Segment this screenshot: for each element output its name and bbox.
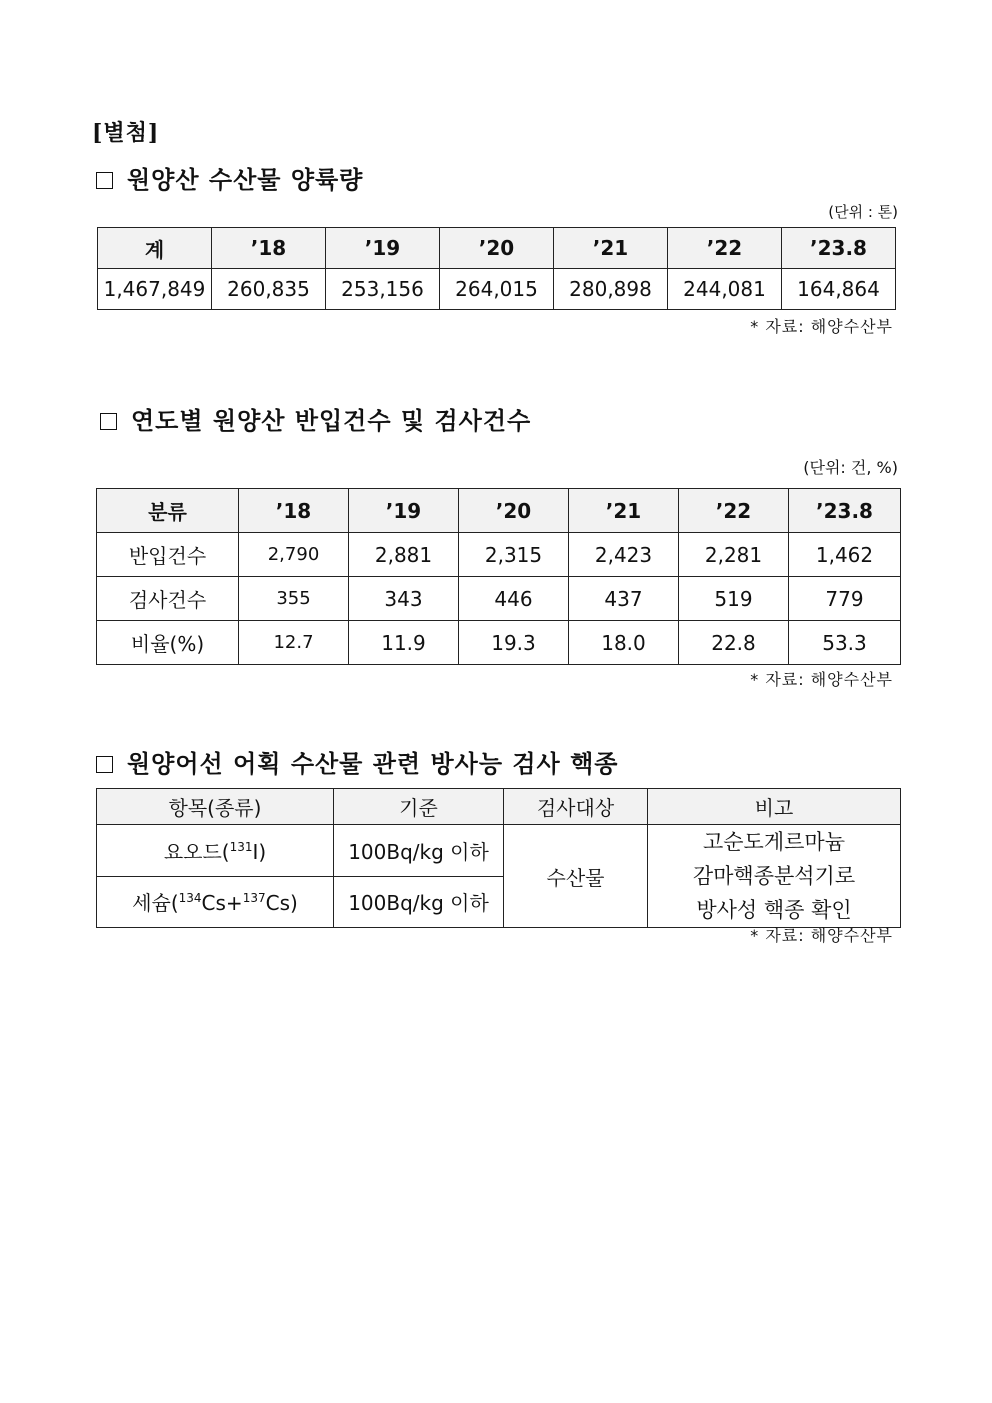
section2-unit: (단위: 건, %): [803, 458, 898, 477]
table-cell: 437: [569, 577, 679, 621]
row-label: 비율(%): [97, 621, 239, 665]
item-cesium: [97, 876, 334, 928]
header-cell: ’22: [668, 228, 782, 269]
attachment-label: [별첨]: [92, 120, 160, 146]
table-cell: 18.0: [569, 621, 679, 665]
table-cell: 2,790: [239, 533, 349, 577]
section1-heading: [96, 160, 363, 195]
mass-number: 137: [242, 891, 266, 906]
remark-line: 고순도게르마늄: [702, 830, 845, 854]
remark-cell: [648, 825, 901, 928]
header-cell: ’20: [440, 228, 554, 269]
table-cell: 53.3: [789, 621, 901, 665]
table-cell: 2,281: [679, 533, 789, 577]
header-cell: 기준: [334, 789, 504, 825]
table-cell: 446: [459, 577, 569, 621]
table-cell: 260,835: [212, 269, 326, 310]
table-cell: 22.8: [679, 621, 789, 665]
header-cell: ’18: [239, 489, 349, 533]
checkbox-square-icon: [100, 413, 117, 430]
item-prefix: 세슘(: [132, 891, 179, 916]
table-cell: 1,467,849: [98, 269, 212, 310]
header-cell: ’19: [326, 228, 440, 269]
mass-number: 134: [178, 891, 202, 906]
table-cell: 355: [239, 577, 349, 621]
row-label: 검사건수: [97, 577, 239, 621]
table-cell: 1,462: [789, 533, 901, 577]
item-iodine: [97, 825, 334, 877]
header-cell: ’19: [349, 489, 459, 533]
table-cell: 19.3: [459, 621, 569, 665]
item-suffix: Cs): [265, 891, 298, 916]
checkbox-square-icon: [96, 756, 113, 773]
table-cell: 12.7: [239, 621, 349, 665]
target-cell: 수산물: [504, 825, 648, 928]
table-cell: 280,898: [554, 269, 668, 310]
row-label: 반입건수: [97, 533, 239, 577]
table-cell: 2,315: [459, 533, 569, 577]
import-inspection-table: [96, 488, 901, 665]
section2-heading: [100, 401, 531, 436]
table-header-row: [98, 228, 896, 269]
table-cell: 244,081: [668, 269, 782, 310]
table-row: [97, 825, 901, 877]
header-cell: ’23.8: [789, 489, 901, 533]
item-suffix: I): [252, 839, 267, 864]
header-cell: 비고: [648, 789, 901, 825]
header-cell: ’21: [569, 489, 679, 533]
table-cell: 164,864: [782, 269, 896, 310]
header-cell: ’21: [554, 228, 668, 269]
table-cell: 264,015: [440, 269, 554, 310]
section1-unit: (단위 : 톤): [828, 203, 898, 221]
table-header-row: [97, 789, 901, 825]
checkbox-square-icon: [96, 172, 113, 189]
section2-title: 연도별 원양산 반입건수 및 검사건수: [131, 407, 532, 435]
standard-cell: 100Bq/kg 이하: [334, 825, 504, 877]
table-row: [97, 621, 901, 665]
section3-title: 원양어선 어획 수산물 관련 방사능 검사 핵종: [127, 750, 619, 778]
item-mid: Cs+: [201, 891, 243, 916]
table-cell: 519: [679, 577, 789, 621]
header-cell: 항목(종류): [97, 789, 334, 825]
table-cell: 11.9: [349, 621, 459, 665]
header-cell: 계: [98, 228, 212, 269]
header-cell: ’22: [679, 489, 789, 533]
remark-line: 감마핵종분석기로: [692, 864, 856, 888]
remark-line: 방사성 핵종 확인: [696, 898, 852, 922]
table-cell: 779: [789, 577, 901, 621]
section3-source: * 자료: 해양수산부: [750, 926, 893, 945]
standard-cell: 100Bq/kg 이하: [334, 876, 504, 928]
table-row: [97, 577, 901, 621]
header-cell: ’23.8: [782, 228, 896, 269]
header-cell: ’20: [459, 489, 569, 533]
radioactivity-test-table: [96, 788, 901, 928]
landing-volume-table: [97, 227, 896, 310]
table-row: [98, 269, 896, 310]
header-cell: 검사대상: [504, 789, 648, 825]
header-cell: 분류: [97, 489, 239, 533]
section3-heading: [96, 744, 618, 779]
table-cell: 2,881: [349, 533, 459, 577]
section2-source: * 자료: 해양수산부: [750, 670, 893, 689]
table-row: [97, 533, 901, 577]
table-cell: 253,156: [326, 269, 440, 310]
header-cell: ’18: [212, 228, 326, 269]
item-prefix: 요오드(: [163, 839, 230, 864]
table-header-row: [97, 489, 901, 533]
section1-source: * 자료: 해양수산부: [750, 317, 893, 336]
table-cell: 2,423: [569, 533, 679, 577]
section1-title: 원양산 수산물 양륙량: [127, 166, 364, 194]
table-cell: 343: [349, 577, 459, 621]
mass-number: 131: [229, 839, 253, 854]
